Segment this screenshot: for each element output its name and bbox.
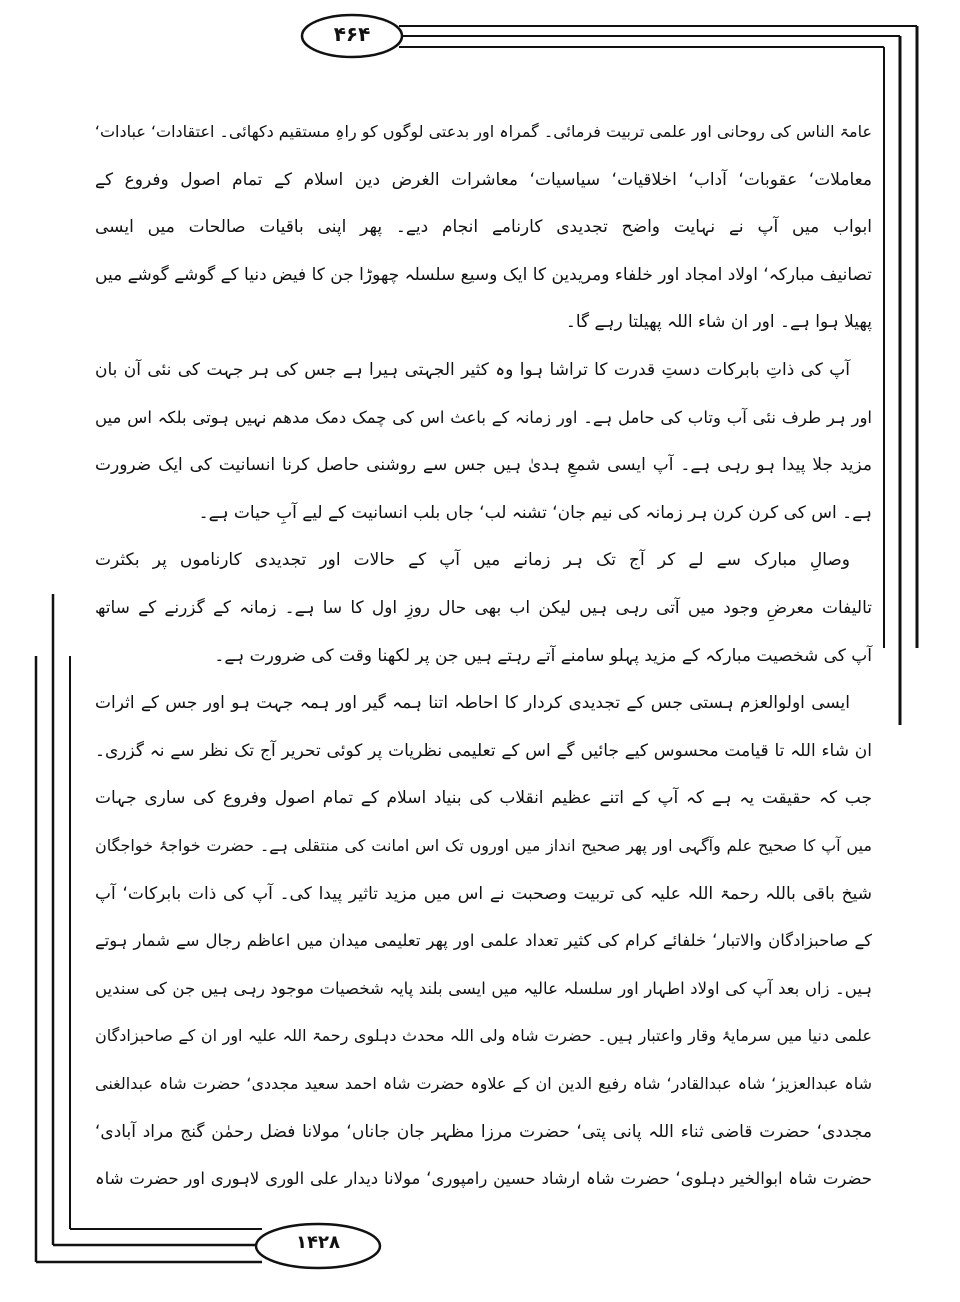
- text-line: آپ کی ذاتِ بابرکات دستِ قدرت کا تراشا ہوا وہ کثیر الجہتی ہیرا ہے جس کی ہر جہت کی نئی آن بان: [95, 360, 850, 380]
- text-line: ہے۔ اس کی کرن کرن ہر زمانہ کی نیم جان‘ تشنہ لب‘ جاں بلب انسانیت کے لیے آبِ حیات ہے۔: [198, 502, 872, 523]
- text-line: حضرت شاہ ابوالخیر دہلوی‘ حضرت شاہ ارشاد حسین رامپوری‘ مولانا دیدار علی الوری لاہوری اور حضرت شاہ: [95, 1169, 872, 1189]
- text-line: ایسی اولوالعزم ہستی جس کے تجدیدی کردار کا احاطہ اتنا ہمہ گیر اور ہمہ جہت ہو اور جس کے اثرات: [95, 693, 850, 714]
- body-text: [95, 112, 872, 1202]
- text-line: معاملات‘ عقوبات‘ آداب‘ اخلاقیات‘ سیاسیات‘ معاشرات الغرض دین اسلام کے تمام اصول وفروع کے: [95, 169, 872, 190]
- header-page-number: ۴۶۴: [333, 22, 371, 46]
- text-line: عامۃ الناس کی روحانی اور علمی تربیت فرمائی۔ گمراہ اور بدعتی لوگوں کو راہِ مستقیم دکھائی۔ اعتقادات‘ عبادات‘: [94, 122, 872, 141]
- text-line: شیخ باقی باللہ رحمۃ اللہ علیہ کی تربیت وصحبت نے اس میں مزید تاثیر پیدا کی۔ آپ کی ذات بابرکات‘ آپ: [95, 883, 872, 904]
- text-line: تالیفات معرضِ وجود میں آتی رہی ہیں لیکن اب بھی حال روزِ اول کا سا ہے۔ زمانہ کے گزرنے کے ساتھ: [95, 598, 872, 618]
- text-line: علمی دنیا میں سرمایۂ وقار واعتبار ہیں۔ حضرت شاہ ولی اللہ محدث دہلوی رحمۃ اللہ علیہ اور ان کے صاحبزادگان: [95, 1026, 872, 1046]
- text-line: میں آپ کا صحیح علم وآگہی اور پھر صحیح انداز میں اوروں تک اس امانت کی منتقلی ہے۔ حضرت خواجۂ خواجگان: [95, 836, 872, 855]
- text-line: وصالِ مبارک سے لے کر آج تک ہر زمانے میں آپ کے حالات اور تجدیدی کارناموں پر بکثرت: [95, 550, 850, 571]
- text-line: اور ہر طرف نئی آب وتاب کی حامل ہے۔ اور زمانہ کے باعث اس کی چمک دمک مدھم نہیں ہوتی بلکہ اس میں: [95, 407, 872, 427]
- text-line: ابواب میں آپ نے نہایت واضح تجدیدی کارنامے انجام دیے۔ پھر اپنی باقیات صالحات میں ایسی: [95, 217, 872, 238]
- text-line: تصانیف مبارکہ‘ اولاد امجاد اور خلفاء ومریدین کا ایک وسیع سلسلہ چھوڑا جن کا فیض دنیا کے گوشے گوشے میں: [95, 264, 872, 285]
- text-line: کے صاحبزادگان والاتبار‘ خلفائے کرام کی کثیر تعداد علمی اور پھر تعلیمی میدان میں اعاظم رجال سے شمار ہوتے: [95, 931, 872, 951]
- text-line: جب کہ حقیقت یہ ہے کہ آپ کے اتنے عظیم انقلاب کی بنیاد اسلام کے تمام اصول وفروع کی ساری جہات: [95, 788, 872, 809]
- text-line: شاہ عبدالعزیز‘ شاہ عبدالقادر‘ شاہ رفیع الدین ان کے علاوہ حضرت شاہ احمد سعید مجددی‘ حضرت شاہ عبدالغنی: [95, 1074, 872, 1093]
- text-line: ہیں۔ زاں بعد آپ کی اولاد اطہار اور سلسلہ عالیہ میں ایسی بلند پایہ شخصیات موجود رہی ہیں جن کی سندیں: [95, 978, 872, 998]
- text-line: ان شاء اللہ تا قیامت محسوس کیے جائیں گے اس کے تعلیمی نظریات پر کوئی تحریر آج تک نظر سے نہ گزری۔: [95, 740, 872, 761]
- text-line: آپ کی شخصیت مبارکہ کے مزید پہلو سامنے آتے رہتے ہیں جن پر لکھنا وقت کی ضرورت ہے۔: [214, 645, 872, 666]
- footer-page-number: ۱۴۲۸: [296, 1232, 340, 1253]
- text-line: پھیلا ہوا ہے۔ اور ان شاء اللہ پھیلتا رہے گا۔: [565, 312, 872, 333]
- text-line: مزید جلا پیدا ہو رہی ہے۔ آپ ایسی شمعِ ہدیٰ ہیں جس سے روشنی حاصل کرنا انسانیت کی ایک ضرورت: [95, 455, 872, 476]
- text-line: مجددی‘ حضرت قاضی ثناء اللہ پانی پتی‘ حضرت مرزا مظہر جان جاناں‘ مولانا فضل رحمٰن گنج مراد آبادی‘: [95, 1121, 872, 1142]
